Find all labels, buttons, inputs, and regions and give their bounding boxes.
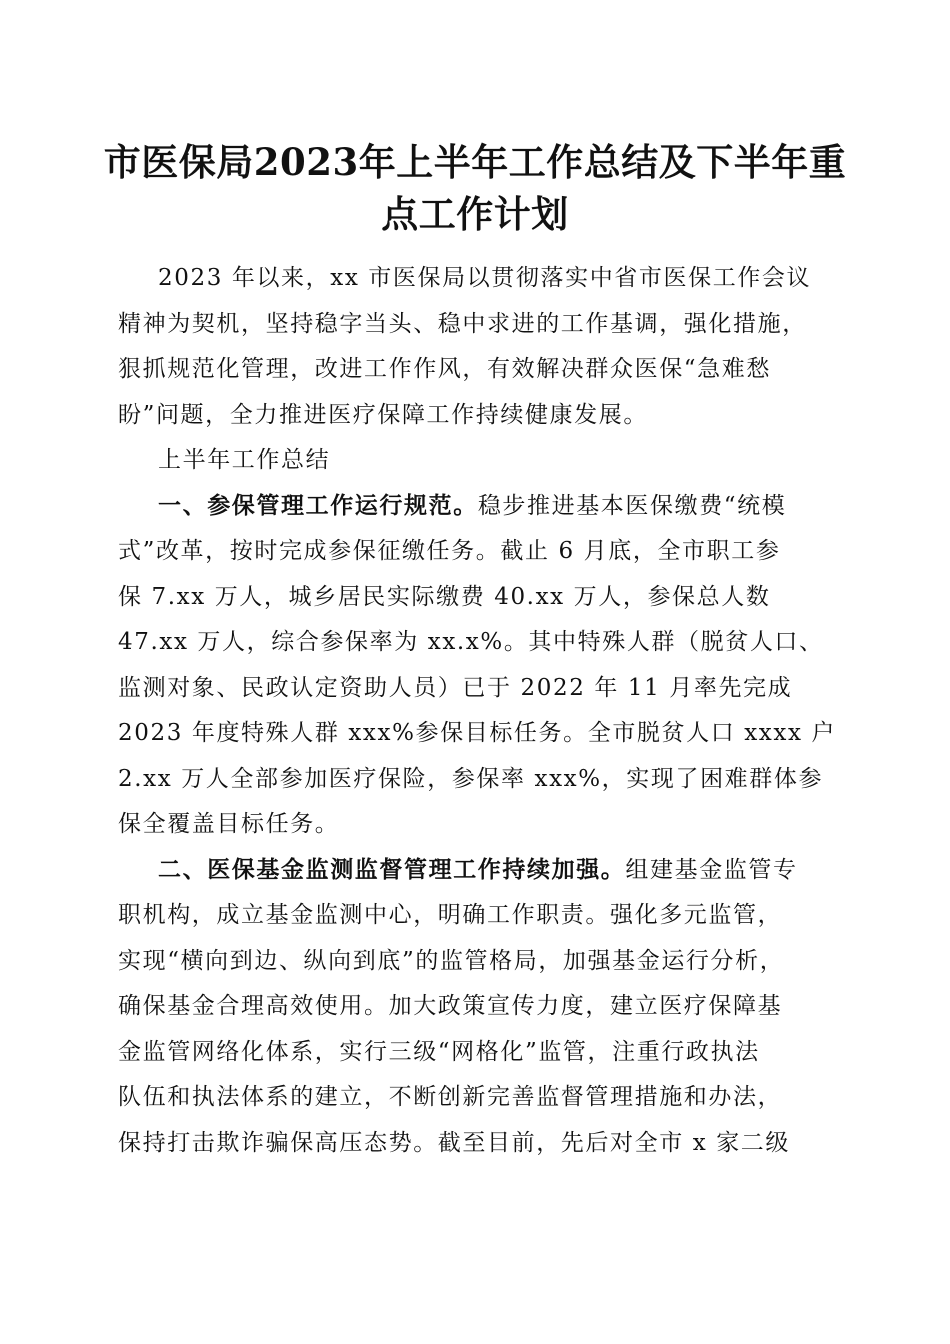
section2-first-line-text: 组建基金监管专 [625, 856, 798, 883]
section2-line: 金监管网络化体系，实行三级“网格化”监管，注重行政执法 [118, 1038, 760, 1065]
title-line: 点工作计划 [381, 192, 569, 236]
document-title [100, 136, 850, 240]
section1-line: 保 7.xx 万人，城乡居民实际缴费 40.xx 万人，参保总人数 [118, 583, 771, 610]
section2-line: 确保基金合理高效使用。加大政策宣传力度，建立医疗保障基 [118, 993, 783, 1019]
document-body [118, 256, 838, 1166]
section1-line: 监测对象、民政认定资助人员）已于 2022 年 11 月率先完成 [118, 674, 793, 701]
intro-line: 盼”问题，全力推进医疗保障工作持续健康发展。 [118, 401, 648, 428]
section1-line: 式”改革，按时完成参保征缴任务。截止 6 月底，全市职工参 [118, 538, 781, 564]
section2-line: 实现“横向到边、纵向到底”的监管格局，加强基金运行分析， [118, 947, 785, 974]
section2-first-line [118, 848, 838, 894]
intro-line: 精神为契机，坚持稳字当头、稳中求进的工作基调，强化措施， [118, 310, 807, 337]
section1-first-line [118, 484, 838, 530]
section2-line: 队伍和执法体系的建立，不断创新完善监督管理措施和办法， [118, 1084, 783, 1110]
section-label: 上半年工作总结 [158, 447, 331, 473]
section1-line: 2.xx 万人全部参加医疗保险，参保率 xxx%，实现了困难群体参 [118, 765, 824, 792]
section1-line: 47.xx 万人，综合参保率为 xx.x%。其中特殊人群（脱贫人口、 [118, 629, 824, 655]
title-line: 市医保局2023年上半年工作总结及下半年重 [103, 140, 847, 184]
section2-line: 职机构，成立基金监测中心，明确工作职责。强化多元监管， [118, 902, 783, 928]
intro-line: 狠抓规范化管理，改进工作作风，有效解决群众医保“急难愁 [118, 356, 771, 382]
section1-line: 保全覆盖目标任务。 [118, 811, 340, 837]
section2-line: 保持打击欺诈骗保高压态势。截至目前，先后对全市 x 家二级 [118, 1129, 790, 1156]
section1-first-line-text: 稳步推进基本医保缴费“统模 [477, 492, 787, 519]
section2-heading: 二、医保基金监测监督管理工作持续加强。 [158, 856, 626, 883]
section1-line: 2023 年度特殊人群 xxx%参保目标任务。全市脱贫人口 xxxx 户 [118, 720, 837, 746]
section1-heading: 一、参保管理工作运行规范。 [158, 492, 478, 519]
intro-line: 2023 年以来，xx 市医保局以贯彻落实中省市医保工作会议 [158, 265, 812, 291]
